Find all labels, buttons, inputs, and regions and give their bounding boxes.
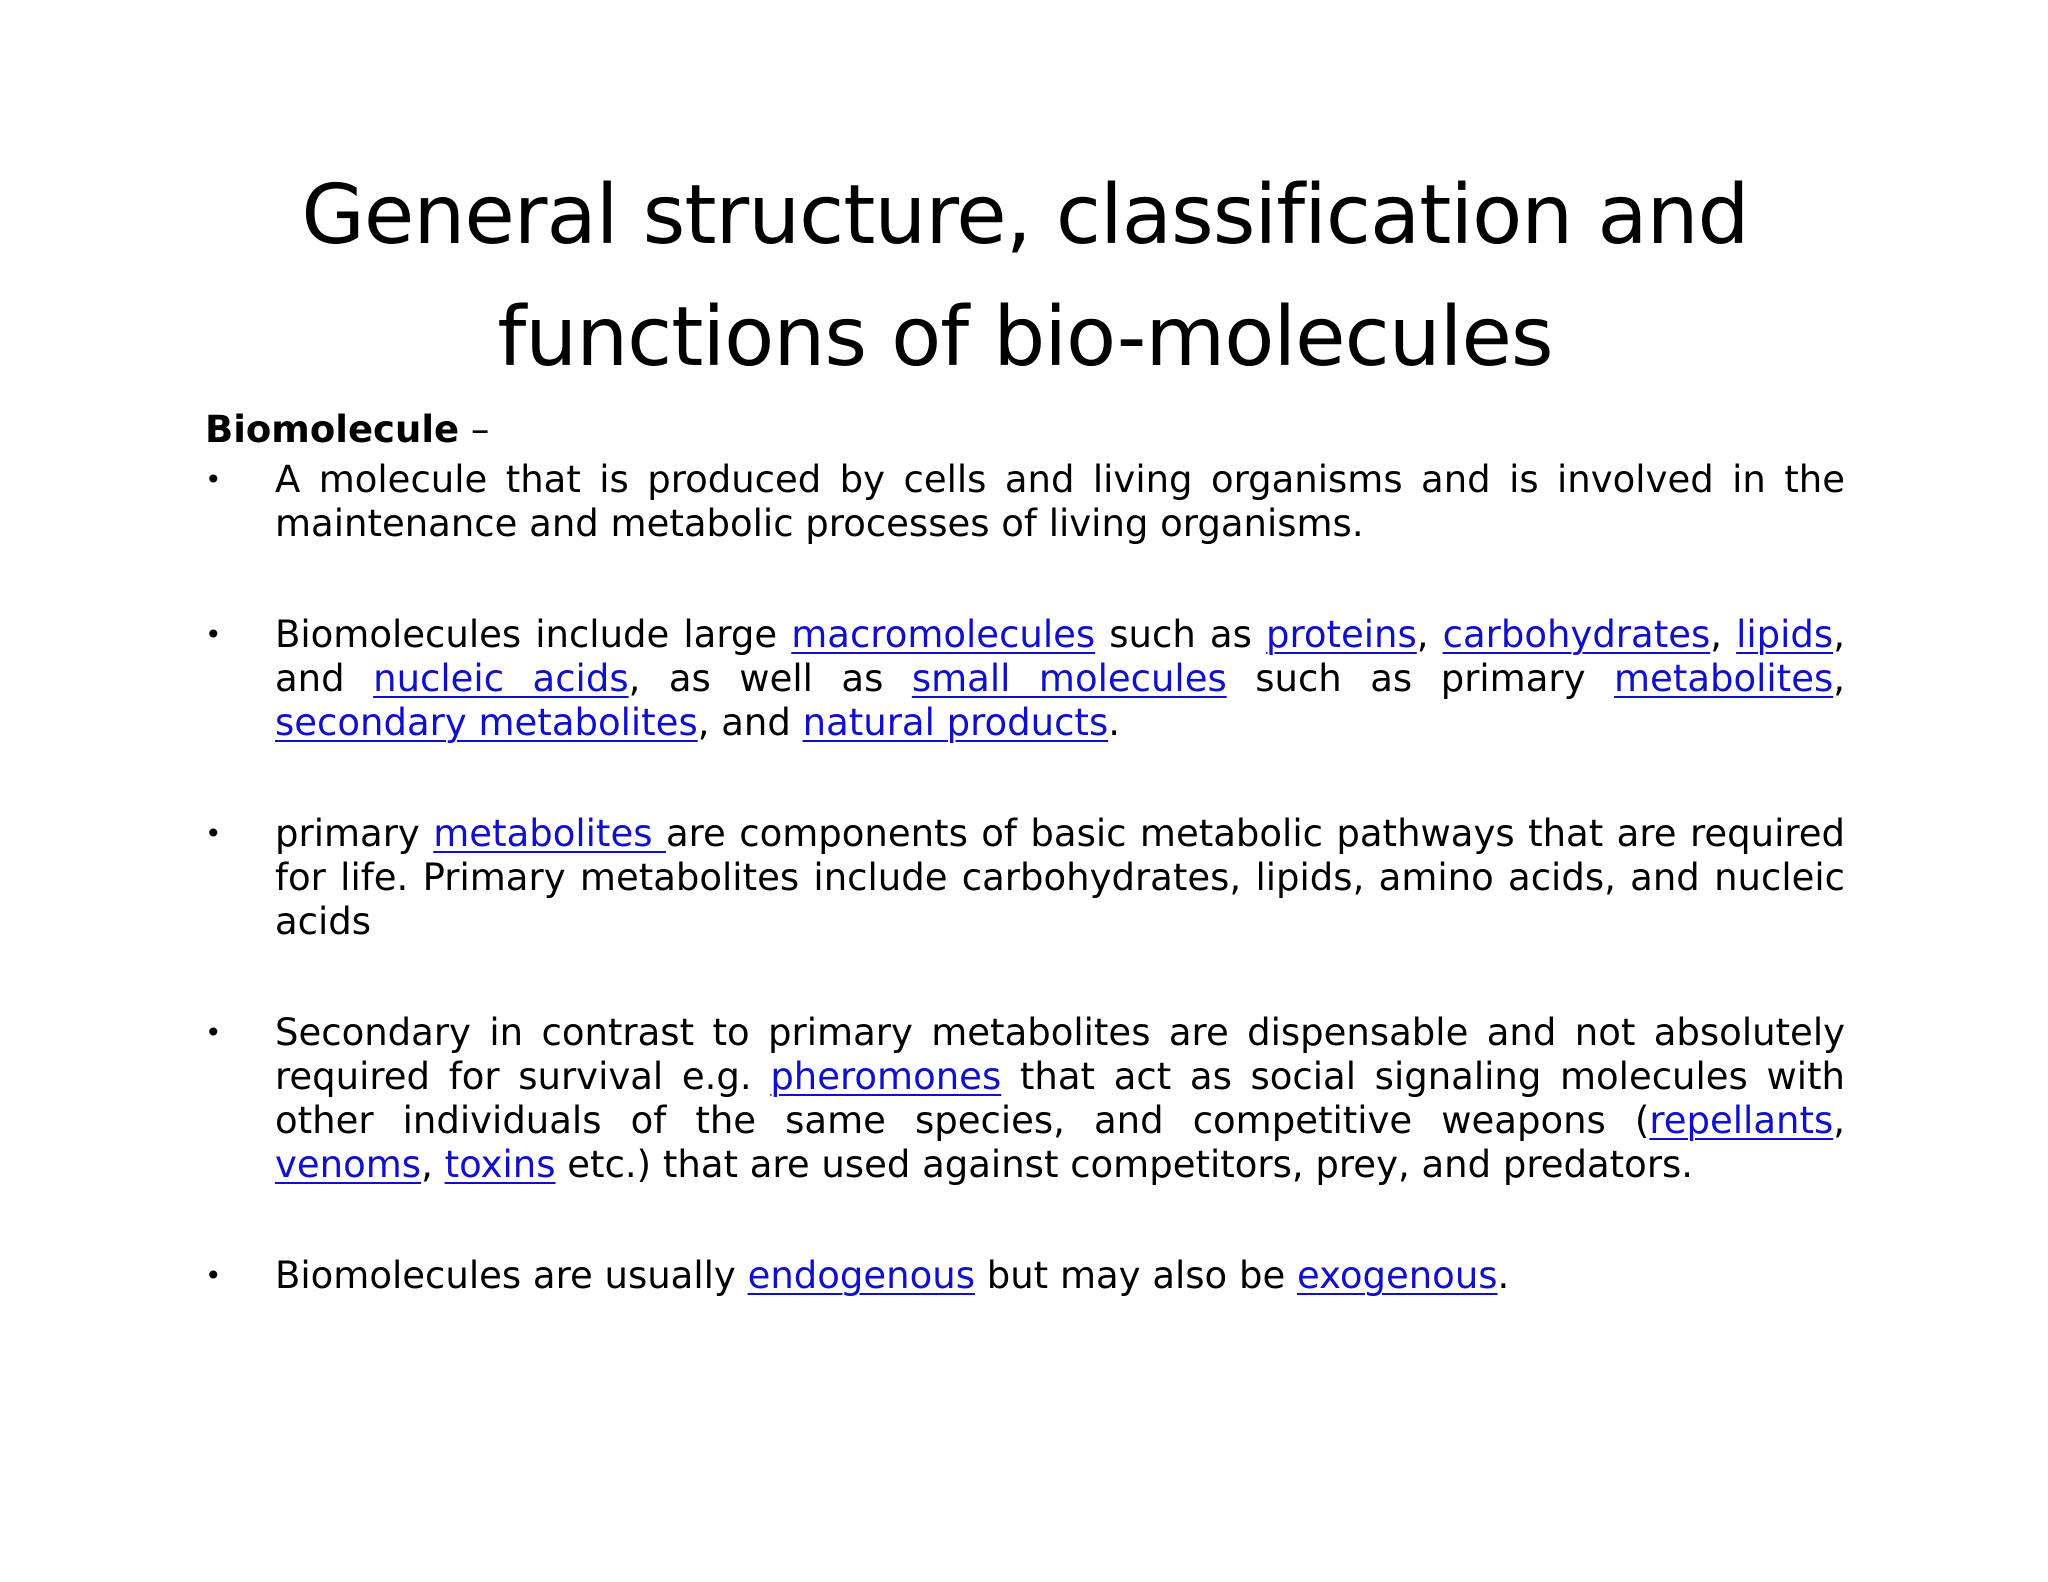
list-item-classes	[205, 613, 1845, 745]
bullet-text: .	[1108, 701, 1120, 744]
link-carbohydrates[interactable]: carbohydrates	[1442, 613, 1711, 656]
bullet-list	[205, 458, 1845, 1298]
link-exogenous[interactable]: exogenous	[1296, 1254, 1498, 1297]
bullet-text: are components of basic metabolic pathways that are required for life. Primary metabolites include carbohydrates, lipids, amino acids, and nucleic acids	[275, 812, 1845, 943]
bullet-text: , and	[275, 613, 1845, 700]
slide-title	[180, 155, 1870, 399]
link-metabolites[interactable]: metabolites	[1614, 657, 1834, 700]
bullet-text: ,	[1710, 613, 1737, 656]
bullet-icon: •	[205, 1259, 222, 1292]
bullet-text: etc.) that are used against competitors, prey, and predators.	[555, 1143, 1694, 1186]
link-proteins[interactable]: proteins	[1265, 613, 1417, 656]
bullet-text: ,	[421, 1143, 445, 1186]
section-heading	[205, 404, 489, 456]
link-small-molecules[interactable]: small molecules	[911, 657, 1227, 700]
link-natural-products[interactable]: natural products	[802, 701, 1109, 744]
list-item-origin	[205, 1254, 1845, 1298]
bullet-text: Biomolecules include large	[275, 613, 792, 656]
title-line-1: General structure, classification and	[301, 168, 1749, 263]
bullet-text: ,	[1416, 613, 1443, 656]
link-endogenous[interactable]: endogenous	[747, 1254, 975, 1297]
bullet-text: ,	[1833, 657, 1845, 700]
heading-term: Biomolecule	[205, 408, 460, 451]
bullet-text: primary	[275, 812, 434, 855]
link-metabolites-primary[interactable]: metabolites	[433, 812, 666, 855]
link-toxins[interactable]: toxins	[444, 1143, 556, 1186]
link-venoms[interactable]: venoms	[275, 1143, 422, 1186]
bullet-text: Biomolecules are usually	[275, 1254, 748, 1297]
bullet-text: but may also be	[974, 1254, 1297, 1297]
link-macromolecules[interactable]: macromolecules	[791, 613, 1096, 656]
bullet-text: ,	[1833, 1099, 1845, 1142]
link-pheromones[interactable]: pheromones	[770, 1055, 1002, 1098]
link-repellants[interactable]: repellants	[1649, 1099, 1834, 1142]
bullet-icon: •	[205, 817, 222, 850]
title-line-2: functions of bio-molecules	[497, 290, 1553, 385]
bullet-text: .	[1497, 1254, 1510, 1297]
bullet-text: such as	[1095, 613, 1266, 656]
link-secondary-metabolites[interactable]: secondary metabolites	[275, 701, 698, 744]
bullet-text: such as primary	[1226, 657, 1615, 700]
bullet-text: , as well as	[628, 657, 912, 700]
bullet-text: , and	[697, 701, 803, 744]
bullet-icon: •	[205, 1016, 222, 1049]
link-nucleic-acids[interactable]: nucleic acids	[373, 657, 629, 700]
list-item-secondary-metabolites	[205, 1011, 1845, 1187]
list-item-primary-metabolites	[205, 812, 1845, 944]
bullet-text: Secondary in contrast to primary metabolites are dispensable and not absolutely required for survival e.g.	[275, 1011, 1845, 1098]
bullet-icon: •	[205, 618, 222, 651]
bullet-text: that act as social signaling molecules with other individuals of the same species, and competitive weapons (	[275, 1055, 1845, 1142]
heading-dash: –	[459, 408, 490, 451]
list-item-definition	[205, 458, 1845, 546]
link-lipids[interactable]: lipids	[1736, 613, 1834, 656]
bullet-icon: •	[205, 463, 222, 496]
bullet-text: A molecule that is produced by cells and living organisms and is involved in the maintenance and metabolic processes of living organisms.	[275, 458, 1845, 545]
